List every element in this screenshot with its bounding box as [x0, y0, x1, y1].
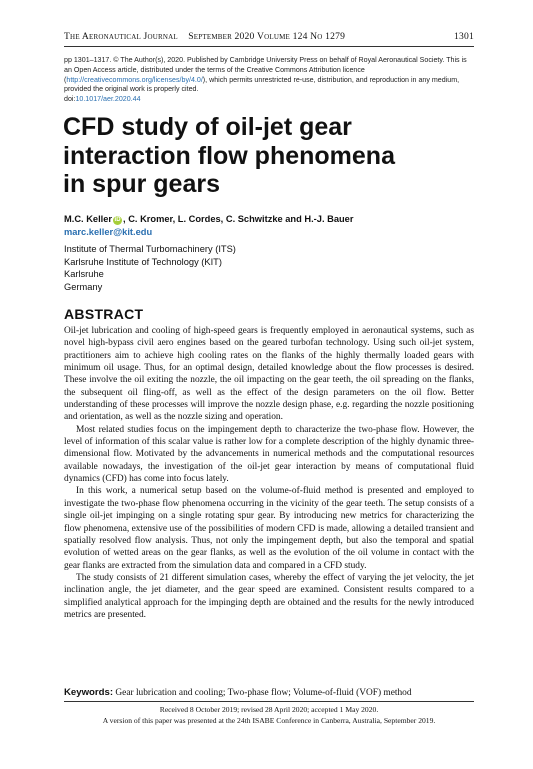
received-dates: Received 8 October 2019; revised 28 April 2020; accepted 1 May 2020.: [159, 705, 379, 714]
affiliation-line: Karlsruhe: [64, 269, 104, 279]
keywords-label: Keywords:: [64, 687, 114, 698]
orcid-icon[interactable]: iD: [114, 217, 121, 223]
title-line: in spur gears: [63, 170, 220, 198]
footer-rule: [64, 701, 474, 702]
issue-info: September 2020 Volume 124 No 1279: [188, 31, 346, 42]
article-history: [64, 705, 474, 726]
keywords-text: Gear lubrication and cooling; Two-phase flow; Volume-of-fluid (VOF) method: [115, 688, 412, 698]
author-list: [64, 213, 474, 225]
conference-note: A version of this paper was presented at the 24th ISABE Conference in Canberra, Australia, September 2019.: [102, 715, 436, 725]
journal-name: The Aeronautical Journal: [64, 31, 178, 42]
title-line: interaction flow phenomena: [63, 141, 395, 170]
keywords: [64, 687, 476, 698]
running-header: [64, 31, 474, 45]
abstract-paragraph: Most related studies focus on the impingement depth to characterize the two-phase flow. However, the level of information of this scalar value is rather low for a complete description of the highly dynamic three-dimensional flow. Motivated by the advancements in numerical methods and the computational resources available nowadays, the investigation of the oil-jet gear interaction by means of computational fluid dynamics (CFD) has come into focus lately.: [64, 424, 474, 485]
abstract-paragraph: In this work, a numerical setup based on the volume-of-fluid method is presented and employed to investigate the two-phase flow phenomena occurring in the vicinity of the gear teeth. The setup consists of a single oil-jet impinging on a single rotating spur gear. By introducing new metrics for characterizing the flow phenomena, extensive use of the possibilities of modern CFD is made, allowing a detailed transient and spatially resolved flow analysis. Thus, not only the impingement depth, but also the temporal and spatial evolution of wetted areas on the gear flanks, as well as the evolution of the oil volume in contact with the gear flanks are extracted from the simulation data and compared in a CFD study.: [64, 486, 474, 571]
publication-meta: [64, 56, 476, 105]
doi-label: doi:: [64, 95, 76, 104]
licence-link[interactable]: http://creativecommons.org/licenses/by/4.0/: [66, 75, 203, 84]
author-email-link[interactable]: marc.keller@kit.edu: [64, 227, 153, 237]
abstract-paragraph: The study consists of 21 different simulation cases, whereby the effect of varying the jet velocity, the jet inclination angle, the jet diameter, and the gear speed are examined. Consistent results compared to a simplified analytical approach for the impinging depth are obtained and the results for the newly introduced metrics are presented.: [64, 572, 474, 620]
affiliation-line: Karlsruhe Institute of Technology (KIT): [64, 256, 222, 267]
abstract-body: [64, 325, 474, 621]
licence-text-end: ), which permits unrestricted re-use, distribution, and reproduction in any medium, provided the original work is properly cited.: [64, 75, 460, 94]
page-number: 1301: [454, 31, 474, 42]
abstract-heading: ABSTRACT: [64, 306, 144, 322]
title-line: CFD study of oil-jet gear: [63, 113, 352, 141]
first-author: M.C. Keller: [64, 214, 113, 224]
affiliation: [64, 243, 364, 293]
licence-text-start: pp 1301–1317. © The Author(s), 2020. Published by Cambridge University Press on behalf of Royal Aeronautical Society. This is an Open Access article, distributed under the terms of the Creative Commons Attribution licence (: [64, 56, 467, 84]
affiliation-line: Institute of Thermal Turbomachinery (ITS): [64, 244, 236, 254]
journal-and-issue: [64, 31, 345, 42]
article-title: [63, 113, 473, 199]
affiliation-line: Germany: [64, 281, 103, 292]
doi-link[interactable]: 10.1017/aer.2020.44: [75, 95, 141, 104]
other-authors: , C. Kromer, L. Cordes, C. Schwitzke and H.-J. Bauer: [123, 214, 354, 224]
abstract-paragraph: Oil-jet lubrication and cooling of high-speed gears is frequently employed in aeronautical systems, such as novel high-bypass civil aero engines based on the geared turbofan technology. Using such oil-jet system, practitioners aim to achieve high cooling rates on the flanks of the highly thermally loaded gears with minimum oil usage. Thus, for an optimal design, detailed knowledge about the flow processes is desired. These involve the oil exiting the nozzle, the oil impacting on the gear teeth, the oil spreading on the flanks, the subsequent oil fling-off, as well as the effect of the design parameters on the oil flow. Better understanding of these processes will improve the nozzle design phase, e.g. regarding the nozzle positioning and orientation, as well as the nozzle sizing and operation.: [64, 326, 474, 423]
header-rule: [64, 46, 474, 47]
